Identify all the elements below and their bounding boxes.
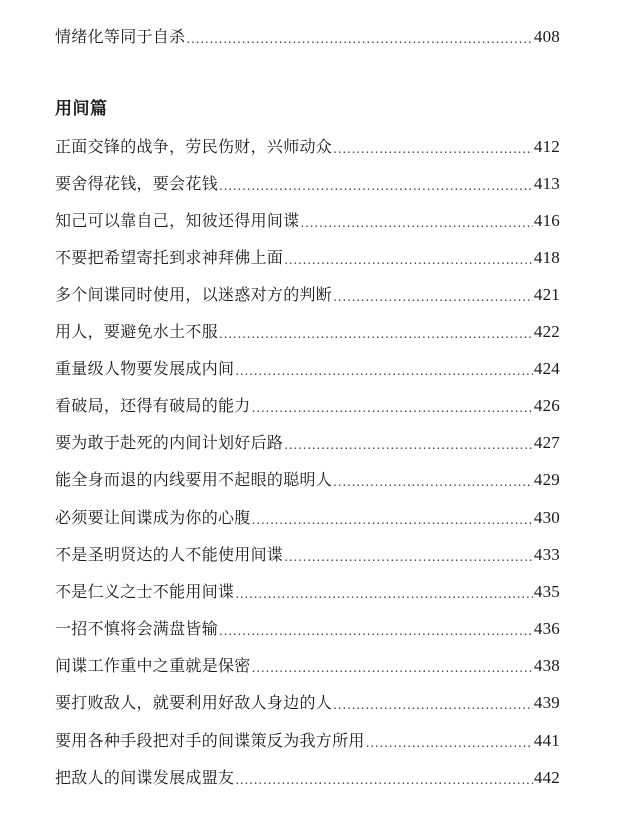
toc-entry — [55, 465, 560, 491]
toc-leader-dots — [333, 696, 533, 714]
toc-leader-dots — [235, 585, 533, 603]
toc-leader-dots — [284, 548, 533, 566]
toc-entry-title: 用人，要避免水土不服 — [55, 322, 219, 341]
toc-entry — [55, 726, 560, 752]
toc-leader-dots — [252, 399, 533, 417]
toc-entry — [55, 763, 560, 789]
toc-entry — [55, 503, 560, 529]
toc-entry-page: 441 — [533, 731, 560, 750]
toc-entry-page: 413 — [533, 174, 560, 193]
toc-entry — [55, 22, 560, 48]
toc-entry-title: 把敌人的间谍发展成盟友 — [55, 768, 235, 787]
toc-entry-page: 412 — [533, 137, 560, 156]
toc-entry — [55, 540, 560, 566]
toc-entry — [55, 243, 560, 269]
toc-entry-page: 438 — [533, 656, 560, 675]
toc-entry-title: 一招不慎将会满盘皆输 — [55, 619, 219, 638]
toc-leader-dots — [333, 288, 533, 306]
toc-entry-title: 多个间谍同时使用，以迷惑对方的判断 — [55, 285, 333, 304]
toc-entry-title: 必须要让间谍成为你的心腹 — [55, 508, 251, 527]
toc-leader-dots — [219, 325, 533, 343]
toc-entry-page: 422 — [533, 322, 560, 341]
toc-leader-dots — [219, 622, 533, 640]
toc-leader-dots — [366, 734, 533, 752]
toc-entry — [55, 391, 560, 417]
toc-entry — [55, 354, 560, 380]
toc-entry-page: 426 — [533, 396, 560, 415]
toc-entry-title: 知己可以靠自己，知彼还得用间谍 — [55, 211, 300, 230]
toc-entry-title: 要为敢于赴死的内间计划好后路 — [55, 433, 284, 452]
toc-entry-title: 重量级人物要发展成内间 — [55, 359, 235, 378]
toc-entry — [55, 317, 560, 343]
toc-entry — [55, 280, 560, 306]
toc-entry-page: 442 — [533, 768, 560, 787]
toc-entry-page: 416 — [533, 211, 560, 230]
toc-leader-dots — [235, 771, 533, 789]
toc-leader-dots — [252, 511, 533, 529]
toc-leader-dots — [284, 251, 533, 269]
toc-entry-title: 不要把希望寄托到求神拜佛上面 — [55, 248, 284, 267]
toc-entry-title: 不是仁义之士不能用间谍 — [55, 582, 235, 601]
toc-entry-page: 427 — [533, 433, 560, 452]
toc-entry-page: 429 — [533, 470, 560, 489]
toc-leader-dots — [235, 362, 533, 380]
toc-entry-page: 436 — [533, 619, 560, 638]
toc-entry-title: 能全身而退的内线要用不起眼的聪明人 — [55, 470, 333, 489]
toc-entry-page: 418 — [533, 248, 560, 267]
toc-entry — [55, 169, 560, 195]
toc-entry-page: 424 — [533, 359, 560, 378]
toc-leader-dots — [284, 436, 533, 454]
toc-entry — [55, 428, 560, 454]
toc-leader-dots — [333, 473, 533, 491]
toc-entry-title: 不是圣明贤达的人不能使用间谍 — [55, 545, 284, 564]
toc-entry-title: 要用各种手段把对手的间谍策反为我方所用 — [55, 731, 365, 750]
toc-leader-dots — [186, 30, 532, 48]
toc-entry-page: 421 — [533, 285, 560, 304]
toc-entry — [55, 206, 560, 232]
toc-entry-page: 435 — [533, 582, 560, 601]
toc-entry-page: 408 — [533, 27, 560, 46]
toc-entry — [55, 614, 560, 640]
toc-entry-title: 要打败敌人，就要利用好敌人身边的人 — [55, 693, 333, 712]
toc-entry-title: 正面交锋的战争，劳民伤财，兴师动众 — [55, 137, 333, 156]
section-heading: 用间篇 — [55, 99, 108, 119]
toc-entry-page: 433 — [533, 545, 560, 564]
toc-entry — [55, 577, 560, 603]
toc-leader-dots — [333, 140, 533, 158]
toc-entry-page: 439 — [533, 693, 560, 712]
toc-leader-dots — [301, 214, 533, 232]
toc-leader-dots — [252, 659, 533, 677]
toc-leader-dots — [219, 177, 533, 195]
toc-entry-title: 间谍工作重中之重就是保密 — [55, 656, 251, 675]
toc-entry — [55, 132, 560, 158]
toc-entry — [55, 688, 560, 714]
toc-entry-title: 情绪化等同于自杀 — [55, 27, 186, 46]
toc-entry-title: 要舍得花钱，要会花钱 — [55, 174, 219, 193]
toc-entry-page: 430 — [533, 508, 560, 527]
toc-entry — [55, 651, 560, 677]
toc-entry-title: 看破局，还得有破局的能力 — [55, 396, 251, 415]
